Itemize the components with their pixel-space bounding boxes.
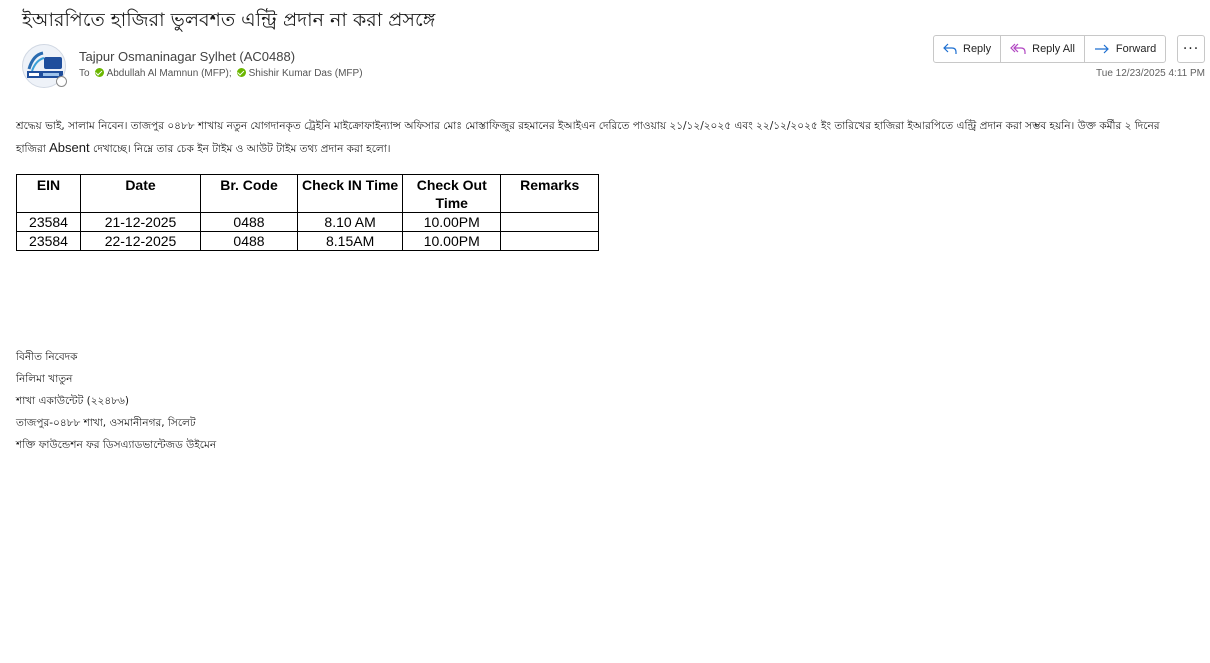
table-row: [17, 232, 599, 251]
col-check-out-time: Check Out Time: [403, 175, 501, 213]
cell-check-out: 10.00PM: [403, 232, 501, 251]
presence-offline-icon: [56, 76, 67, 87]
cell-remarks: [501, 213, 599, 232]
col-date: Date: [81, 175, 201, 213]
reply-label: Reply: [963, 43, 992, 55]
body-line-2: [16, 137, 1166, 160]
col-remarks: Remarks: [501, 175, 599, 213]
forward-label: Forward: [1115, 43, 1157, 55]
forward-button[interactable]: [1085, 36, 1165, 62]
presence-available-icon: [95, 68, 104, 77]
to-label: To: [79, 68, 90, 79]
cell-remarks: [501, 232, 599, 251]
reply-all-label: Reply All: [1032, 43, 1075, 55]
col-check-in-time: Check IN Time: [298, 175, 403, 213]
cell-date: 22-12-2025: [81, 232, 201, 251]
signature-line: শক্তি ফাউন্ডেশন ফর ডিসএ্যাডভান্টেজড উইমেন: [16, 439, 217, 451]
table-row: [17, 213, 599, 232]
sent-date: Tue 12/23/2025 4:11 PM: [1096, 68, 1205, 79]
cell-ein: 23584: [17, 232, 81, 251]
sender-name[interactable]: Tajpur Osmaninagar Sylhet (AC0488): [79, 49, 296, 64]
cell-date: 21-12-2025: [81, 213, 201, 232]
cell-check-out: 10.00PM: [403, 213, 501, 232]
col-br-code: Br. Code: [201, 175, 298, 213]
recipient-1[interactable]: Abdullah Al Mamnun (MFP);: [106, 68, 232, 79]
recipients-line: [79, 68, 363, 79]
presence-available-icon: [237, 68, 246, 77]
reply-all-icon: [1010, 43, 1026, 55]
cell-br-code: 0488: [201, 232, 298, 251]
signature-line: বিনীত নিবেদক: [16, 351, 78, 363]
signature-line: তাজপুর-০৪৮৮ শাখা, ওসমানীনগর, সিলেট: [16, 417, 196, 429]
reply-all-button[interactable]: [1001, 36, 1085, 62]
cell-check-in: 8.15AM: [298, 232, 403, 251]
cell-br-code: 0488: [201, 213, 298, 232]
signature-line: নিলিমা খাতুন: [16, 373, 73, 385]
message-body: [16, 115, 1166, 160]
reply-button[interactable]: [934, 36, 1001, 62]
col-ein: EIN: [17, 175, 81, 213]
body-line-2-pre: হাজিরা: [16, 143, 46, 155]
cell-check-in: 8.10 AM: [298, 213, 403, 232]
attendance-table: [16, 174, 599, 251]
reply-icon: [943, 43, 957, 55]
absent-text: Absent: [49, 140, 90, 155]
cell-ein: 23584: [17, 213, 81, 232]
more-actions-button[interactable]: [1177, 35, 1205, 63]
body-line-2-post: দেখাচ্ছে। নিম্নে তার চেক ইন টাইম ও আউট টাইম তথ্য প্রদান করা হলো।: [92, 143, 391, 155]
body-line-1: শ্রদ্ধেয় ভাই, সালাম নিবেন। তাজপুর ০৪৮৮ শাখায় নতুন যোগদানকৃত ট্রেইনি মাইক্রোফাইন্যান্স অফিসার মোঃ মোস্তাফিজুর রহমানের ইআইএন দেরিতে পাওয়ায় ২১/১২/২০২৫ এবং ২২/১২/২০২৫ ইং তারিখের হাজিরা ইআরপিতে এন্ট্রি প্রদান করা সম্ভব হয়নি। উক্ত কর্মীর ২ দিনের: [16, 120, 1160, 132]
message-actions: [933, 35, 1166, 63]
email-subject: ইআরপিতে হাজিরা ভুলবশত এন্ট্রি প্রদান না করা প্রসঙ্গে: [22, 9, 436, 31]
table-header-row: [17, 175, 599, 213]
signature-line: শাখা একাউন্টেট (২২৪৮৬): [16, 395, 129, 407]
recipient-2[interactable]: Shishir Kumar Das (MFP): [248, 68, 363, 79]
forward-arrow-icon: [1094, 43, 1110, 55]
more-icon: ···: [1182, 41, 1200, 57]
signature-block: [16, 346, 216, 456]
